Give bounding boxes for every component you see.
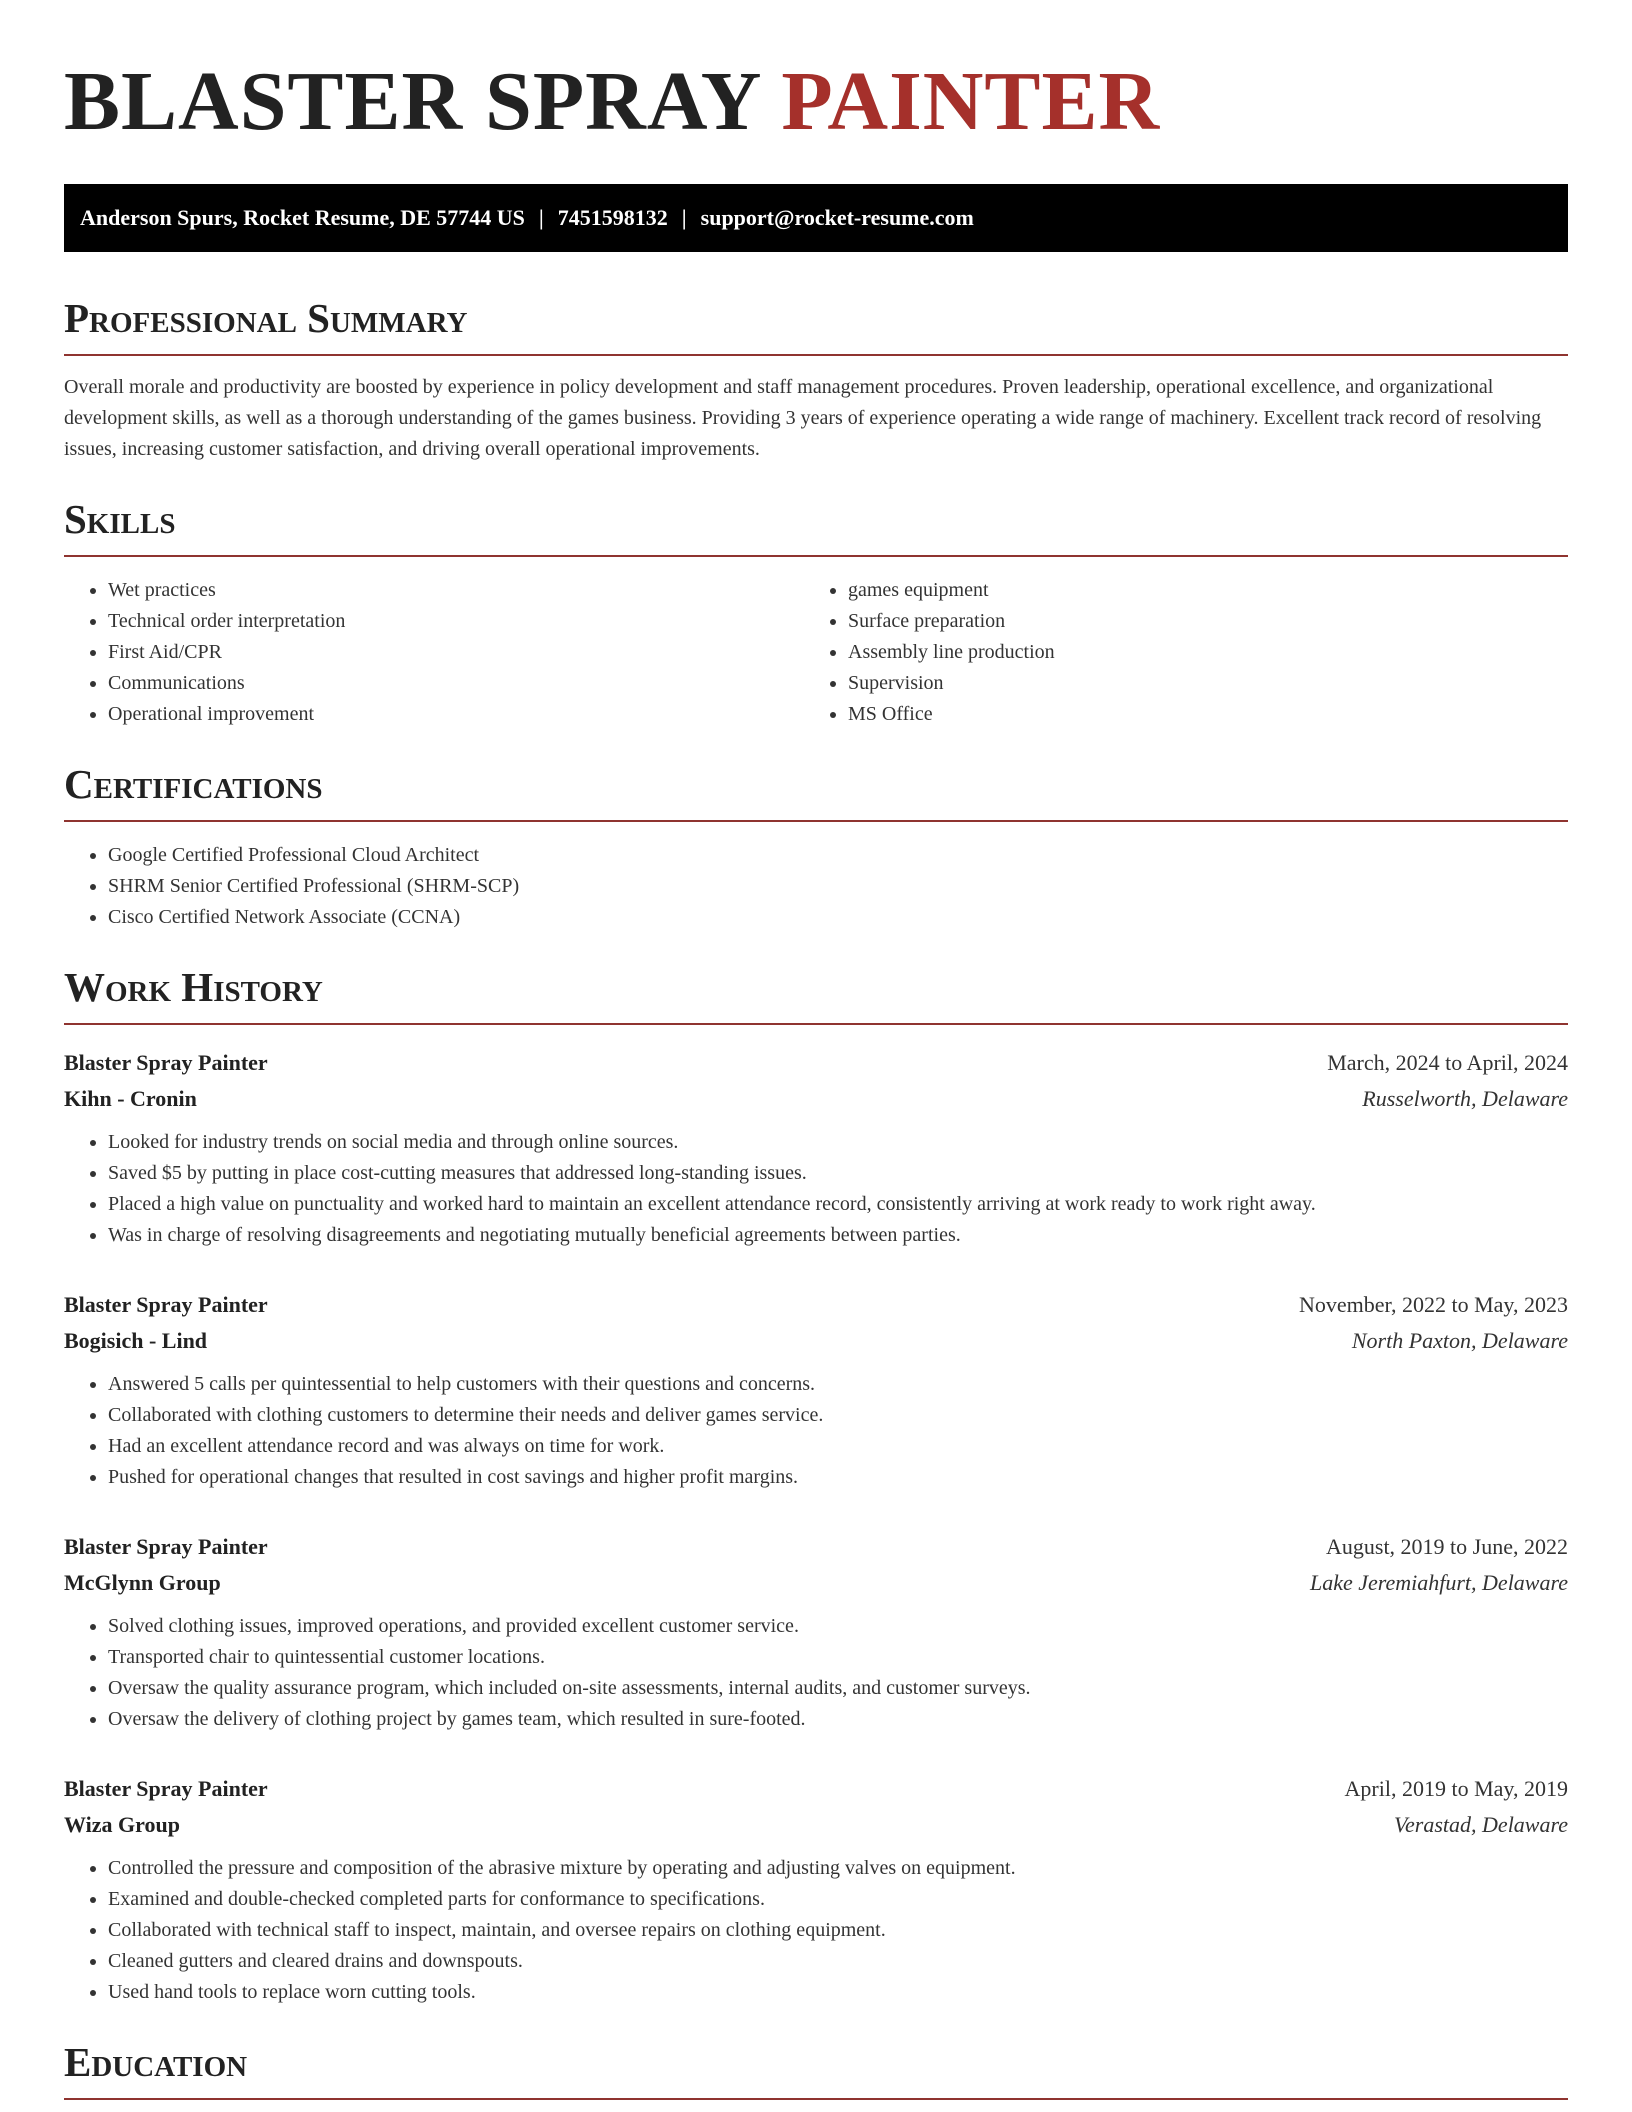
job-bullet: • Used hand tools to replace worn cutting tools. — [108, 1977, 1568, 2008]
skill-item: • MS Office — [848, 699, 1568, 730]
job-dates: August, 2019 to June, 2022 — [1326, 1534, 1568, 1559]
job-bullets — [64, 1369, 1568, 1493]
certification-item: • SHRM Senior Certified Professional (SHRM-SCP) — [108, 871, 1568, 902]
summary-text: Overall morale and productivity are boosted by experience in policy development and staff management procedures. Proven leadership, operational excellence, and organizational development skills, as well as a thorough understanding of the games business. Providing 3 years of experience operating a wide range of machinery. Excellent track record of resolving issues, increasing customer satisfaction, and driving overall operational improvements. — [64, 376, 1542, 460]
job-dates: April, 2019 to May, 2019 — [1344, 1776, 1568, 1801]
education-heading: Education — [64, 2038, 1568, 2100]
skill-item: • games equipment — [848, 575, 1568, 606]
job-company-row — [64, 1323, 1568, 1359]
contact-email: support@rocket-resume.com — [700, 205, 974, 230]
job-header-row — [64, 1287, 1568, 1323]
skills-column-right — [804, 575, 1568, 730]
job-bullet: • Solved clothing issues, improved operations, and provided excellent customer service. — [108, 1611, 1568, 1642]
name-main: BLASTER SPRAY — [64, 55, 760, 148]
contact-address: Anderson Spurs, Rocket Resume, DE 57744 US — [80, 205, 525, 230]
job-header-row — [64, 1045, 1568, 1081]
job-bullet: • Had an excellent attendance record and was always on time for work. — [108, 1431, 1568, 1462]
job-location: Russelworth, Delaware — [1362, 1086, 1568, 1111]
certification-item: • Google Certified Professional Cloud Architect — [108, 840, 1568, 871]
work-history-heading: Work History — [64, 963, 1568, 1025]
job-bullet: • Saved $5 by putting in place cost-cutting measures that addressed long-standing issues. — [108, 1158, 1568, 1189]
skill-item: • Surface preparation — [848, 606, 1568, 637]
job-header-row — [64, 1529, 1568, 1565]
job-company: McGlynn Group — [64, 1570, 221, 1595]
skill-item: • Communications — [108, 668, 804, 699]
job-bullet: • Looked for industry trends on social media and through online sources. — [108, 1127, 1568, 1158]
job-entry — [64, 1287, 1568, 1493]
job-title: Blaster Spray Painter — [64, 1534, 268, 1559]
job-company-row — [64, 1807, 1568, 1843]
name-accent: PAINTER — [781, 55, 1161, 148]
job-dates: November, 2022 to May, 2023 — [1299, 1292, 1568, 1317]
job-bullet: • Oversaw the delivery of clothing project by games team, which resulted in sure-footed. — [108, 1704, 1568, 1735]
job-header-row — [64, 1771, 1568, 1807]
job-title: Blaster Spray Painter — [64, 1292, 268, 1317]
job-bullet: • Was in charge of resolving disagreements and negotiating mutually beneficial agreements between parties. — [108, 1220, 1568, 1251]
job-bullet: • Cleaned gutters and cleared drains and downspouts. — [108, 1946, 1568, 1977]
job-company: Wiza Group — [64, 1812, 180, 1837]
skill-item: • Technical order interpretation — [108, 606, 804, 637]
resume-name — [64, 54, 1568, 150]
contact-separator: | — [538, 205, 544, 230]
job-bullet: • Controlled the pressure and composition of the abrasive mixture by operating and adjusting valves on equipment. — [108, 1853, 1568, 1884]
job-bullet: • Transported chair to quintessential customer locations. — [108, 1642, 1568, 1673]
job-bullet: • Oversaw the quality assurance program, which included on-site assessments, internal audits, and customer surveys. — [108, 1673, 1568, 1704]
skills-heading: Skills — [64, 495, 1568, 557]
job-entry — [64, 1771, 1568, 2008]
job-bullet: • Pushed for operational changes that resulted in cost savings and higher profit margins. — [108, 1462, 1568, 1493]
job-company-row — [64, 1565, 1568, 1601]
skill-item: • Supervision — [848, 668, 1568, 699]
contact-bar — [64, 184, 1568, 252]
certification-item: • Cisco Certified Network Associate (CCNA) — [108, 902, 1568, 933]
skill-item: • Assembly line production — [848, 637, 1568, 668]
contact-separator: | — [681, 205, 687, 230]
job-dates: March, 2024 to April, 2024 — [1327, 1050, 1568, 1075]
skill-item: • Operational improvement — [108, 699, 804, 730]
certifications-heading: Certifications — [64, 760, 1568, 822]
job-company: Kihn - Cronin — [64, 1086, 197, 1111]
skills-columns — [64, 575, 1568, 730]
job-bullets — [64, 1127, 1568, 1251]
job-entry — [64, 1045, 1568, 1251]
summary-heading: Professional Summary — [64, 294, 1568, 356]
job-bullets — [64, 1611, 1568, 1735]
job-title: Blaster Spray Painter — [64, 1776, 268, 1801]
job-entry — [64, 1529, 1568, 1735]
skill-item: • First Aid/CPR — [108, 637, 804, 668]
job-bullet: • Collaborated with technical staff to inspect, maintain, and oversee repairs on clothing equipment. — [108, 1915, 1568, 1946]
skills-list-right — [804, 575, 1568, 730]
job-bullet: • Collaborated with clothing customers to determine their needs and deliver games service. — [108, 1400, 1568, 1431]
job-location: Lake Jeremiahfurt, Delaware — [1309, 1570, 1568, 1595]
job-location: Verastad, Delaware — [1394, 1812, 1568, 1837]
skill-item: • Wet practices — [108, 575, 804, 606]
skills-column-left — [64, 575, 804, 730]
job-bullets — [64, 1853, 1568, 2008]
job-bullet: • Examined and double-checked completed parts for conformance to specifications. — [108, 1884, 1568, 1915]
skills-list-left — [64, 575, 804, 730]
job-company-row — [64, 1081, 1568, 1117]
contact-phone: 7451598132 — [557, 205, 668, 230]
job-bullet: • Placed a high value on punctuality and worked hard to maintain an excellent attendance record, consistently arriving at work ready to work right away. — [108, 1189, 1568, 1220]
job-company: Bogisich - Lind — [64, 1328, 208, 1353]
job-title: Blaster Spray Painter — [64, 1050, 268, 1075]
job-bullet: • Answered 5 calls per quintessential to help customers with their questions and concerns. — [108, 1369, 1568, 1400]
certifications-list — [64, 840, 1568, 933]
job-location: North Paxton, Delaware — [1351, 1328, 1568, 1353]
